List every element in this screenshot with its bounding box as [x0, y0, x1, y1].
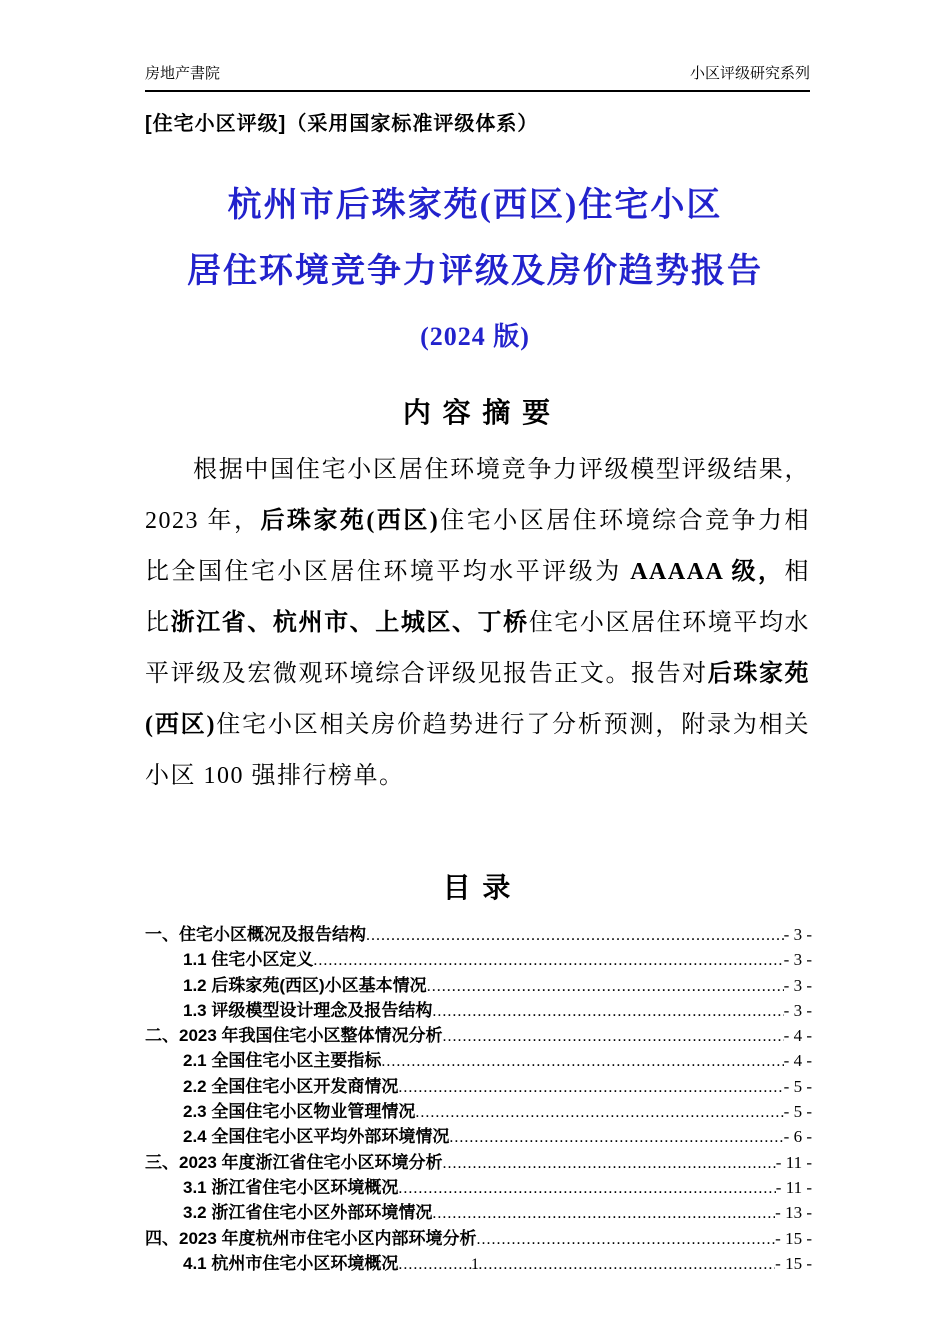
toc-entry-page: - 3 -: [783, 925, 812, 944]
toc-leader-dots: [381, 1053, 783, 1071]
toc-entry-page: - 15 -: [775, 1253, 812, 1273]
toc-leader-dots: [443, 1028, 784, 1046]
toc-leader-dots: [477, 1231, 776, 1249]
toc-entry-page: - 5 -: [783, 1102, 812, 1122]
toc-entry-label: 2.1 全国住宅小区主要指标: [183, 1051, 382, 1071]
toc-entry[interactable]: [145, 920, 812, 945]
toc-leader-dots: [366, 927, 784, 945]
toc-entry-page: - 3 -: [783, 1000, 812, 1020]
abstract-text-segment: 后珠家苑(西区): [260, 508, 440, 534]
toc-entry[interactable]: [145, 1046, 812, 1071]
toc-entry[interactable]: [145, 1021, 812, 1046]
toc-entry-label: 2.4 全国住宅小区平均外部环境情况: [183, 1127, 450, 1147]
toc-leader-dots: [398, 1180, 775, 1198]
toc-entry[interactable]: [145, 1072, 812, 1097]
abstract-text-segment: 根据中国住宅小区居住环境竞争力评级模型评级结果，2023 年，: [145, 457, 810, 534]
toc-entry-label: 4.1 杭州市住宅小区环境概况: [183, 1253, 399, 1273]
report-edition: (2024 版): [420, 322, 530, 351]
report-title-line2: 居住环境竞争力评级及房价趋势报告: [187, 253, 763, 290]
toc-entry-label: 一、住宅小区概况及报告结构: [145, 925, 366, 944]
toc-entry[interactable]: [145, 1122, 812, 1147]
toc-list: [145, 920, 812, 1274]
toc-entry-page: - 3 -: [783, 950, 812, 970]
toc-entry-page: - 5 -: [783, 1076, 812, 1096]
toc-leader-dots: [313, 952, 783, 970]
toc-entry-page: - 4 -: [783, 1026, 812, 1046]
page-header: [145, 62, 810, 92]
header-left-text: 房地产書院: [145, 65, 221, 82]
abstract-text-segment: 后珠家苑(西区): [145, 661, 811, 738]
toc-entry[interactable]: [145, 945, 812, 970]
toc-entry-label: 1.1 住宅小区定义: [183, 950, 314, 970]
toc-entry-label: 三、2023 年度浙江省住宅小区环境分析: [145, 1152, 443, 1172]
abstract-text-segment: 相比: [145, 559, 810, 636]
toc-entry-label: 3.2 浙江省住宅小区外部环境情况: [183, 1203, 433, 1223]
abstract-text-segment: 住宅小区居住环境平均水平评级及宏微观环境综合评级见报告正文。报告对: [145, 610, 811, 687]
toc-entry-page: - 11 -: [775, 1177, 812, 1197]
abstract-text-segment: AAAAA 级，: [630, 559, 785, 585]
abstract-text-segment: 浙江省、杭州市、上城区、丁桥: [170, 610, 529, 636]
toc-entry[interactable]: [145, 1198, 812, 1223]
toc-entry[interactable]: [145, 971, 812, 996]
report-title-line1: 杭州市后珠家苑(西区)住宅小区: [227, 187, 723, 224]
abstract-text-segment: 住宅小区相关房价趋势进行了分析预测，附录为相关小区 100 强排行榜单。: [145, 712, 811, 789]
toc-entry-page: - 13 -: [775, 1203, 812, 1223]
page-number: 1: [471, 1256, 479, 1273]
toc-entry-page: - 15 -: [775, 1228, 812, 1248]
toc-entry[interactable]: [145, 1224, 812, 1249]
toc-entry[interactable]: [145, 1173, 812, 1198]
toc-entry-page: - 11 -: [775, 1152, 812, 1172]
toc-heading: 目 录: [442, 872, 513, 903]
toc-entry-page: - 6 -: [783, 1127, 812, 1147]
toc-entry[interactable]: [145, 1097, 812, 1122]
toc-entry-label: 1.3 评级模型设计理念及报告结构: [183, 1000, 433, 1020]
toc-entry-label: 二、2023 年我国住宅小区整体情况分析: [145, 1026, 443, 1046]
toc-entry-label: 1.2 后珠家苑(西区)小区基本情况: [183, 975, 427, 995]
abstract-heading: 内 容 摘 要: [402, 397, 553, 428]
header-right-text: 小区评级研究系列: [689, 65, 810, 82]
toc-leader-dots: [398, 1079, 783, 1097]
toc-entry-label: 2.2 全国住宅小区开发商情况: [183, 1076, 399, 1096]
toc-leader-dots: [443, 1155, 776, 1173]
toc-entry-label: 2.3 全国住宅小区物业管理情况: [183, 1102, 416, 1122]
toc-entry[interactable]: [145, 1148, 812, 1173]
toc-entry-label: 四、2023 年度杭州市住宅小区内部环境分析: [145, 1228, 477, 1248]
toc-entry[interactable]: [145, 996, 812, 1021]
toc-leader-dots: [432, 1003, 783, 1021]
toc-entry-label: 3.1 浙江省住宅小区环境概况: [183, 1177, 399, 1197]
toc-leader-dots: [427, 978, 784, 996]
toc-leader-dots: [415, 1104, 783, 1122]
series-subtitle: [住宅小区评级]（采用国家标准评级体系）: [145, 113, 539, 135]
toc-entry-page: - 3 -: [783, 975, 812, 995]
toc-leader-dots: [449, 1129, 783, 1147]
abstract-paragraph: [145, 445, 810, 802]
abstract-text-segment: 住宅小区居住环境综合竞争力相比全国住宅小区居住环境平均水平评级为: [145, 508, 811, 585]
toc-leader-dots: [432, 1205, 775, 1223]
toc-entry-page: - 4 -: [783, 1051, 812, 1071]
